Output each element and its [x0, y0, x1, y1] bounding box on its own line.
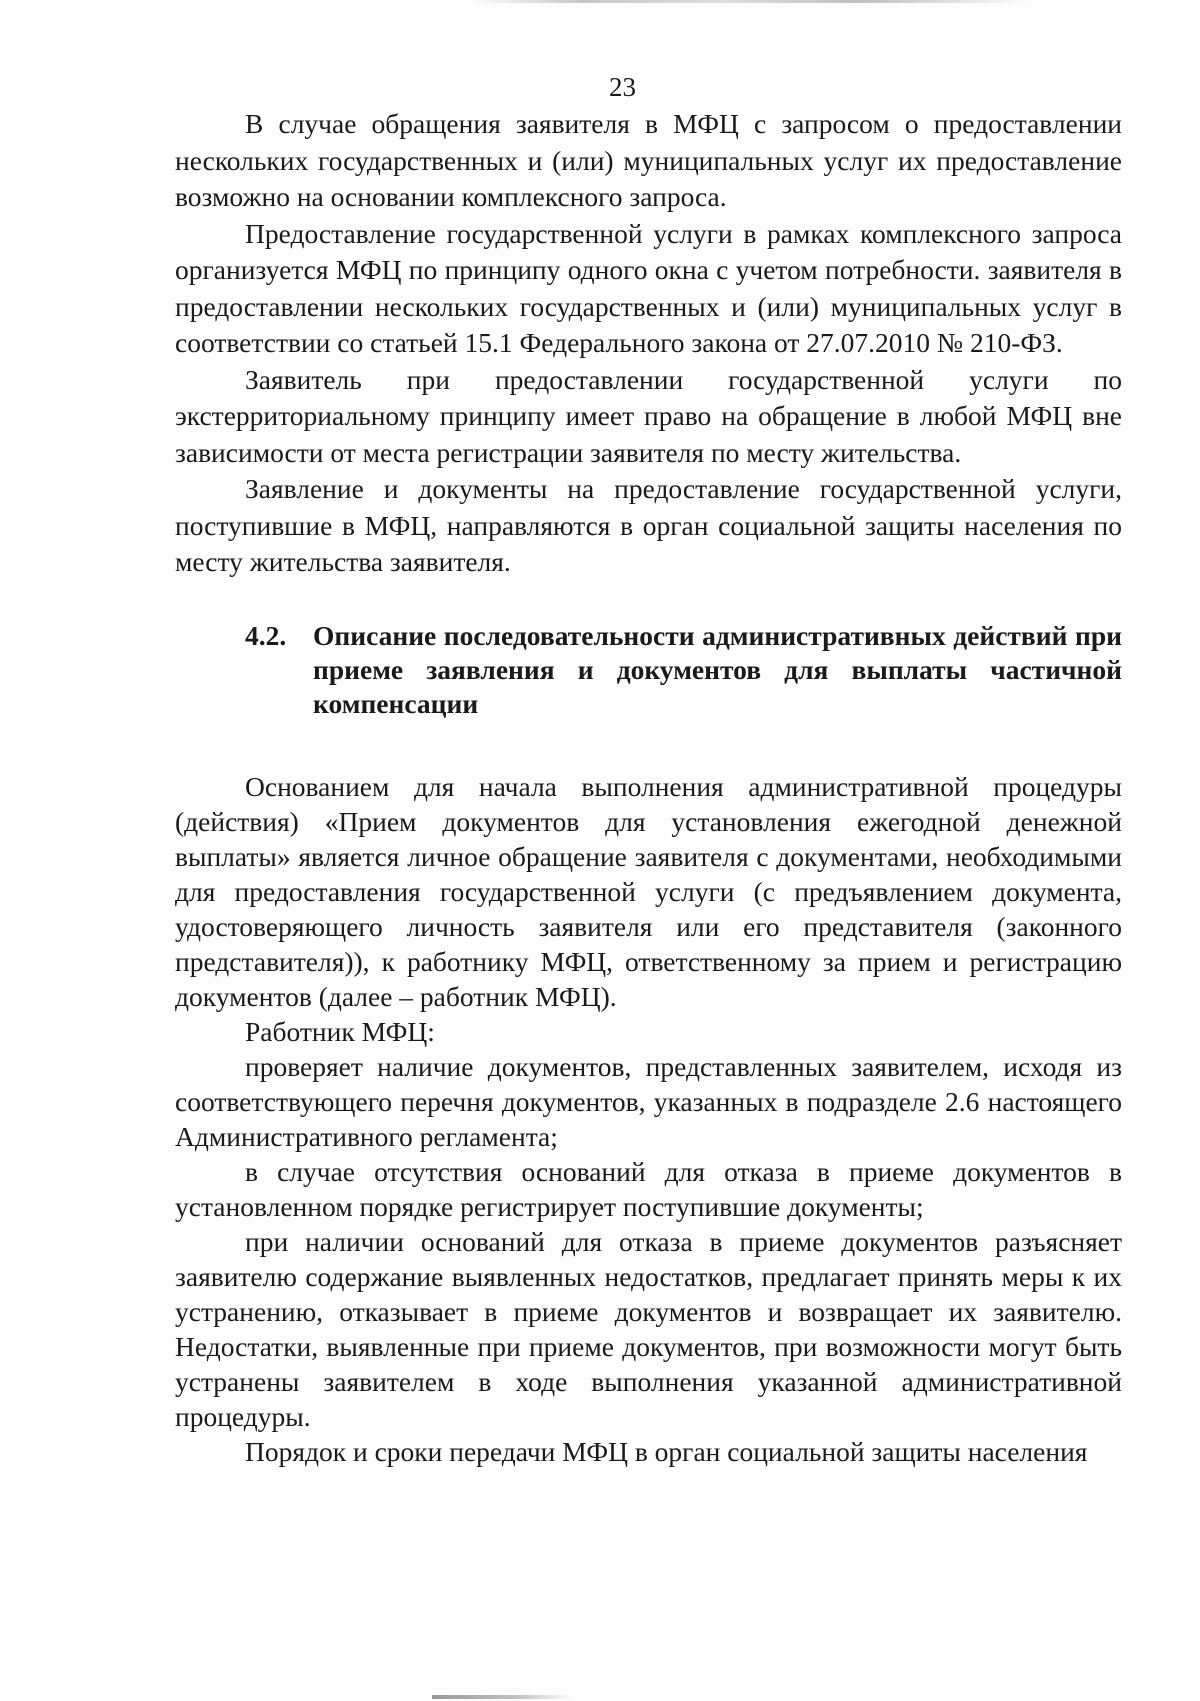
- document-body: [175, 106, 1122, 1469]
- list-item: проверяет наличие документов, представленных заявителем, исходя из соответствующего перечня документов, указанных в подразделе 2.6 настоящего Административного регламента;: [175, 1050, 1122, 1152]
- list-item: в случае отсутствия оснований для отказа в приеме документов в установленном порядке регистрирует поступившие документы;: [175, 1155, 1122, 1222]
- paragraph: Заявление и документы на предоставление государственной услуги, поступившие в МФЦ, направляются в орган социальной защиты населения по месту жительства заявителя.: [175, 473, 1122, 577]
- paragraph: Работник МФЦ:: [245, 1015, 435, 1047]
- paragraph: Заявитель при предоставлении государственной услуги по экстерриториальному принципу имеет право на обращение в любой МФЦ вне зависимости от места регистрации заявителя по месту жительства.: [175, 363, 1122, 468]
- paragraph: Основанием для начала выполнения административной процедуры (действия) «Прием документов для установления ежегодной денежной выплаты» является личное обращение заявителя с документами, необходимыми для предоставления государственной услуги (с предъявлением документа, удостоверяющего личность заявителя или его представителя (законного представителя)), к работнику МФЦ, ответственному за прием и регистрацию документов (далее – работник МФЦ).: [175, 770, 1122, 1012]
- paragraph: Порядок и сроки передачи МФЦ в орган социальной защиты населения: [245, 1435, 1088, 1467]
- paragraph: В случае обращения заявителя в МФЦ с запросом о предоставлении нескольких государственных и (или) муниципальных услуг их предоставление возможно на основании комплексного запроса.: [175, 108, 1122, 212]
- scan-artifact-bottom: [432, 1695, 572, 1699]
- section-title: Описание последовательности административных действий при приеме заявления и документов для выплаты частичной компенсации: [313, 619, 1122, 719]
- section-heading: [175, 619, 1122, 721]
- paragraph: Предоставление государственной услуги в рамках комплексного запроса организуется МФЦ по принципу одного окна с учетом потребности. заявителя в предоставлении нескольких государственных и (или) муниципальных услуг в соответствии со статьей 15.1 Федерального закона от 27.07.2010 № 210-ФЗ.: [175, 217, 1122, 358]
- page-number: 23: [609, 72, 636, 102]
- list-item: при наличии оснований для отказа в приеме документов разъясняет заявителю содержание выявленных недостатков, предлагает принять меры к их устранению, отказывает в приеме документов и возвращает их заявителю. Недостатки, выявленные при приеме документов, при возможности могут быть устранены заявителем в ходе выполнения указанной административной процедуры.: [175, 1225, 1122, 1432]
- section-number: 4.2.: [245, 619, 287, 651]
- scan-artifact-top: [470, 0, 1030, 3]
